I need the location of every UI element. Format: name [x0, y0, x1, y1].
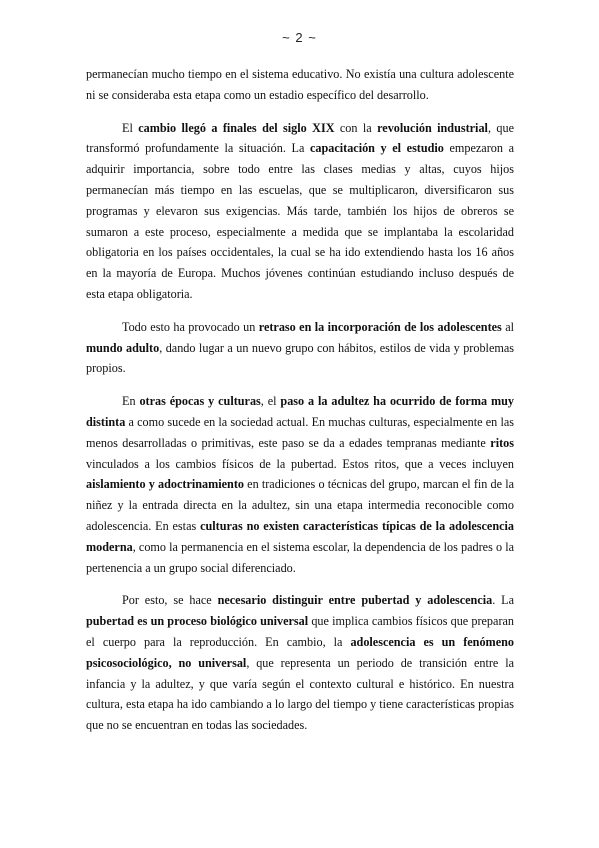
text-run: . La	[492, 593, 515, 608]
text-run: Todo esto ha provocado un	[122, 319, 259, 334]
text-run: , dando lugar a un nuevo grupo con hábitos, estilos de vida y problemas propios.	[86, 340, 514, 376]
text-run: con la	[334, 120, 378, 135]
text-run: En	[122, 394, 140, 409]
text-run: permanecían mucho tiempo en el sistema educativo. No existía una cultura adolescente ni se consideraba esta etapa como un estadio específico del desarrollo.	[86, 67, 514, 102]
bold-text: paso a la adultez ha ocurrido de forma muy distinta	[86, 394, 514, 429]
bold-text: necesario distinguir entre pubertad y adolescencia	[217, 593, 493, 608]
text-run: a como sucede en la sociedad actual. En muchas culturas, especialmente en las menos desarrolladas o primitivas, este paso se da a edades tempranas mediante	[86, 414, 514, 450]
bold-text: otras épocas y culturas	[139, 394, 261, 409]
bold-text: adolescencia es un fenómeno psicosociológico, no universal	[86, 634, 514, 670]
text-run: que implica cambios físicos que preparan el cuerpo para la reproducción. En cambio, la	[86, 614, 515, 649]
bold-text: ritos	[490, 435, 514, 450]
paragraph	[86, 118, 514, 305]
text-run: , que transformó profundamente la situación. La	[86, 120, 514, 156]
text-run: al	[501, 319, 514, 334]
text-run: , como la permanencia en el sistema escolar, la dependencia de los padres o la pertenencia a un grupo social diferenciado.	[86, 539, 514, 575]
bold-text: aislamiento y adoctrinamiento	[86, 477, 244, 492]
body-text	[86, 64, 514, 748]
text-run: Por esto, se hace	[122, 593, 218, 608]
paragraph	[86, 317, 514, 379]
bold-text: mundo adulto	[86, 340, 160, 355]
page-number: ~ 2 ~	[282, 30, 317, 45]
paragraph	[86, 391, 514, 578]
bold-text: pubertad es un proceso biológico universal	[86, 614, 309, 629]
text-run: , el	[260, 394, 281, 409]
bold-text: retraso en la incorporación de los adolescentes	[258, 319, 502, 334]
text-run: vinculados a los cambios físicos de la pubertad. Estos ritos, que a veces incluyen	[86, 456, 514, 471]
text-run: empezaron a adquirir importancia, sobre todo entre las clases medias y altas, cuyos hijos permanecían más tiempo en las escuelas, que se multiplicaron, diversificaron sus programas y elevaron sus exigencias. Más tarde, también los hijos de obreros se sumaron a este proceso, especialmente a medida que se implantaba la escolaridad obligatoria en los países occidentales, la cual se ha ido extendiendo hasta los 16 años en la mayoría de Europa. Muchos jóvenes continúan estudiando incluso después de esta etapa obligatoria.	[86, 141, 514, 301]
paragraph	[86, 64, 514, 106]
bold-text: cambio llegó a finales del siglo XIX	[138, 120, 335, 135]
text-run: , que representa un periodo de transición entre la infancia y la adultez, y que varía según el contexto cultural e histórico. En nuestra cultura, esta etapa ha ido cambiando a lo largo del tiempo y tiene características propias que no se encuentran en todas las sociedades.	[86, 655, 514, 733]
text-run: en tradiciones o técnicas del grupo, marcan el fin de la niñez y la entrada directa en la adultez, sin una etapa intermedia reconocible como adolescencia. En estas	[86, 477, 514, 533]
paragraph	[86, 590, 514, 736]
text-run: El	[122, 120, 139, 135]
bold-text: culturas no existen características típicas de la adolescencia moderna	[86, 518, 514, 554]
bold-text: capacitación y el estudio	[309, 141, 444, 156]
bold-text: revolución industrial	[377, 120, 488, 135]
